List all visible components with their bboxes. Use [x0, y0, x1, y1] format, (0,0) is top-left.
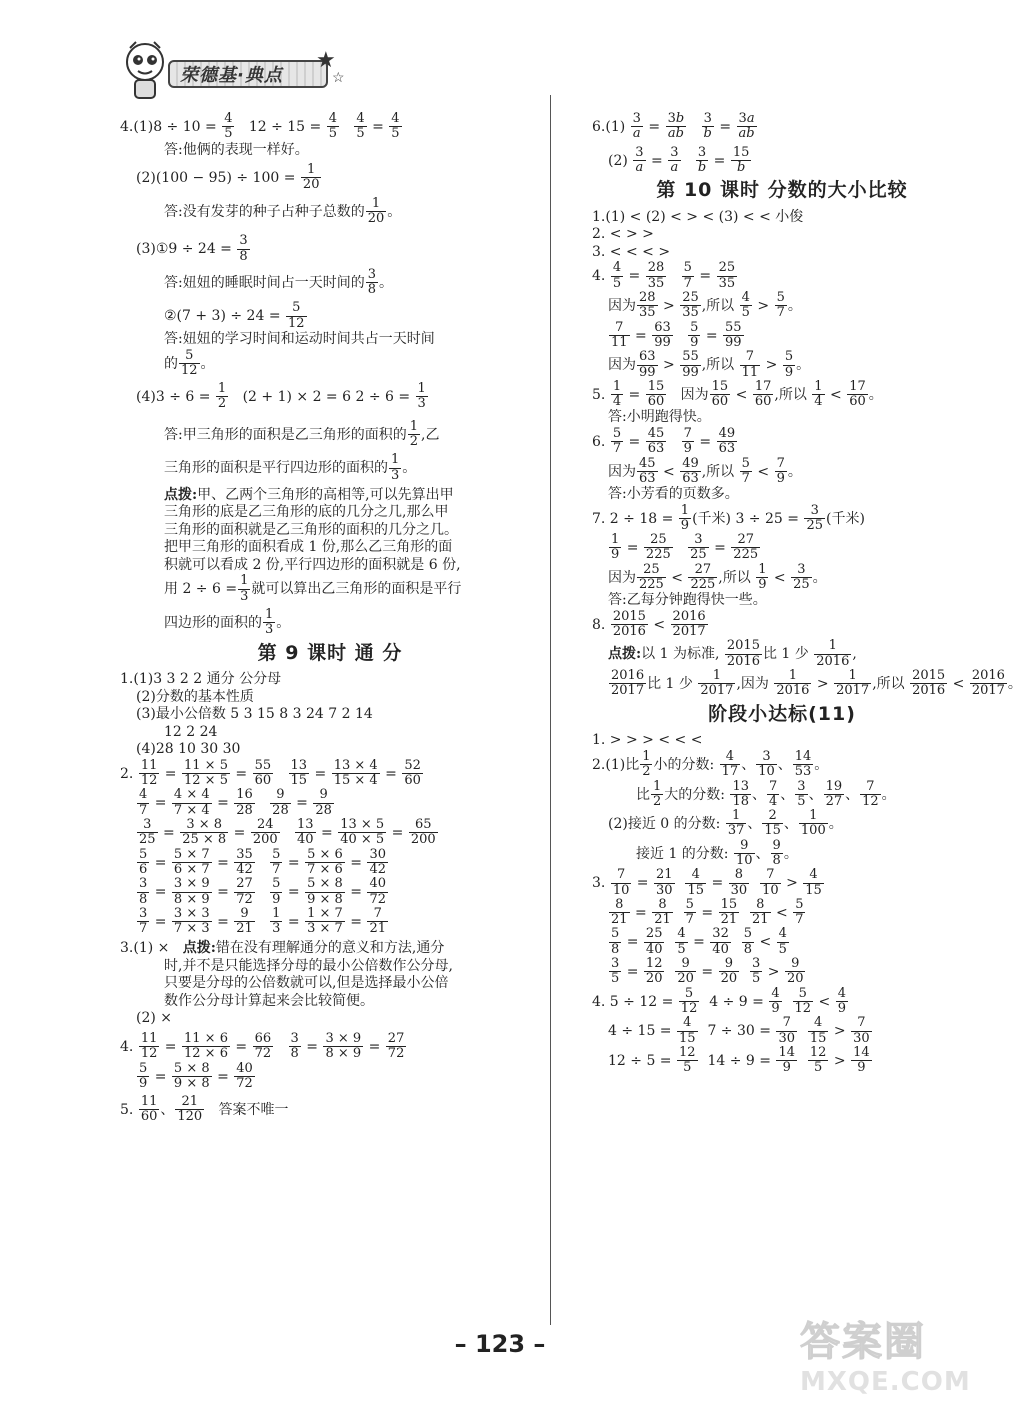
- answer-line: 三角形的面积是平行四边形的面积的 $\frac{1}{3}$ 。: [164, 452, 417, 483]
- tip-line: 四边形的面积的 $\frac{1}{3}$ 。: [164, 607, 291, 638]
- tip-line: 只要是分母的公倍数就可以,但是选择最小公倍: [164, 975, 449, 992]
- answer-line: 1.(1)3 3 2 2 通分 公分母: [120, 671, 282, 688]
- answer-line: $\frac{3}{7}$ = $\frac{3 \times 3}{7 \times 3}$ = $\frac{9}{21}$ $\frac{1}{3}$ = $\frac{1 \times 7}{3 \times 7}$ = $\frac{7}{21}$: [139, 905, 386, 937]
- answer-line: $\frac{3}{8}$ = $\frac{3 \times 9}{8 \times 9}$ = $\frac{27}{72}$ $\frac{5}{9}$ = $\frac{5 \times 8}{9 \times 8}$ = $\frac{40}{72}$: [139, 876, 386, 907]
- tip-line: 三角形的底是乙三角形的底的几分之几,那么甲: [164, 504, 449, 521]
- answer-line: 8. $\frac{2015}{2016}$ < $\frac{2016}{2017}$: [592, 608, 706, 640]
- answer-line: 1.(1) < (2) < > < (3) < < 小俊: [592, 208, 804, 225]
- answer-line: 4. $\frac{11}{12}$ = $\frac{11 \times 6}{12 \times 6}$ = $\frac{66}{72}$ $\frac{3}{8}$ = $\frac{3 \times 9}{8 \times 9}$ = $\frac{27}{72}$: [120, 1030, 405, 1062]
- answer-line: 答:妞妞的睡眠时间占一天时间的 $\frac{3}{8}$ 。: [164, 266, 393, 298]
- answer-line: 4. 5 ÷ 12 = $\frac{5}{12}$ 4 ÷ 9 = $\frac{4}{9}$ $\frac{5}{12}$ < $\frac{4}{9}$: [592, 985, 846, 1016]
- answer-line: (2) ×: [136, 1010, 173, 1027]
- left-column: [120, 112, 540, 1125]
- tip-line: 三角形的面积就是乙三角形的面积的几分之几。: [164, 521, 458, 538]
- answer-line: 12 ÷ 5 = $\frac{12}{5}$ 14 ÷ 9 = $\frac{14}{9}$ $\frac{12}{5}$ > $\frac{14}{9}$: [608, 1044, 870, 1076]
- answer-line: $\frac{3}{5}$ = $\frac{12}{20}$ $\frac{9}{20}$ = $\frac{9}{20}$ $\frac{3}{5}$ > $\frac{9}{20}$: [611, 956, 804, 987]
- answer-line: 3. < < < >: [592, 243, 671, 260]
- column-divider: [550, 95, 551, 1325]
- answer-line: (2)(100 − 95) ÷ 100 = $\frac{1}{20}$: [136, 162, 320, 193]
- answer-line: (2)分数的基本性质: [136, 688, 254, 705]
- header-brand: [120, 40, 350, 110]
- answer-line: $\frac{5}{9}$ = $\frac{5 \times 8}{9 \times 8}$ = $\frac{40}{72}$: [139, 1060, 253, 1091]
- watermark-logo: 答案圈: [800, 1319, 926, 1365]
- tip-line: 把甲三角形的面积看成 1 份,那么乙三角形的面: [164, 539, 453, 556]
- answer-line: $\frac{4}{7}$ = $\frac{4 \times 4}{7 \times 4}$ = $\frac{16}{28}$ $\frac{9}{28}$ = $\frac{9}{28}$: [139, 787, 332, 818]
- answer-line: 答:妞妞的学习时间和运动时间共占一天时间: [164, 331, 435, 348]
- answer-line: 12 2 24: [164, 723, 218, 740]
- star-icon: ★: [316, 48, 336, 73]
- answer-line: 答:小明跑得快。: [608, 409, 711, 426]
- tip-line: 点拨:甲、乙两个三角形的高相等,可以先算出甲: [164, 486, 454, 503]
- answer-line: 答:小芳看的页数多。: [608, 486, 739, 503]
- answer-line: 因为 $\frac{28}{35}$ > $\frac{25}{35}$ ,所以 $\frac{4}{5}$ > $\frac{5}{7}$ 。: [608, 290, 802, 321]
- tip-line: 积就可以看成 2 份,平行四边形的面积就是 6 份,: [164, 556, 461, 573]
- answer-line: $\frac{1}{9}$ = $\frac{25}{225}$ $\frac{3}{25}$ = $\frac{27}{225}$: [611, 532, 759, 563]
- answer-line: 5. $\frac{11}{60}$ 、 $\frac{21}{120}$ 答案不唯一: [120, 1094, 289, 1125]
- answer-line: 答:没有发芽的种子占种子总数的 $\frac{1}{20}$ 。: [164, 195, 402, 226]
- answer-line: (2)接近 0 的分数: $\frac{1}{37}$ 、 $\frac{2}{15}$ 、 $\frac{1}{100}$ 。: [608, 808, 843, 839]
- section-title: 第 10 课时 分数的大小比较: [656, 179, 908, 202]
- answer-line: 6.(1) $\frac{3}{a}$ = $\frac{3b}{ab}$ $\frac{3}{b}$ = $\frac{3a}{ab}$: [592, 111, 755, 142]
- watermark: [800, 1310, 990, 1400]
- answer-line: 答:甲三角形的面积是乙三角形的面积的 $\frac{1}{2}$ ,乙: [164, 418, 440, 450]
- answer-line: 3. $\frac{7}{10}$ = $\frac{21}{30}$ $\frac{4}{15}$ = $\frac{8}{30}$ $\frac{7}{10}$ > $\frac{4}{15}$: [592, 867, 822, 898]
- answer-line: 答:他俩的表现一样好。: [164, 141, 309, 158]
- page-number: – 123 –: [454, 1330, 546, 1358]
- tip-line: $\frac{2016}{2017}$ 比 1 少 $\frac{1}{2017}$ ,因为 $\frac{1}{2016}$ > $\frac{1}{2017}$ ,所以 $\frac{2015}{2016}$ < $\frac{2016}{2017}$ 。: [611, 668, 1022, 699]
- answer-line: 因为 $\frac{45}{63}$ < $\frac{49}{63}$ ,所以 $\frac{5}{7}$ < $\frac{7}{9}$ 。: [608, 455, 802, 486]
- section-title: 第 9 课时 通 分: [257, 641, 403, 664]
- answer-line: 2. $\frac{11}{12}$ = $\frac{11 \times 5}{12 \times 5}$ = $\frac{55}{60}$ $\frac{13}{15}$ = $\frac{13 \times 4}{15 \times 4}$ = $\frac{52}{60}$: [120, 757, 421, 789]
- answer-line: 2.(1)比 $\frac{1}{2}$ 小的分数: $\frac{4}{17}$ 、 $\frac{3}{10}$ 、 $\frac{14}{53}$ 。: [592, 748, 829, 780]
- answer-line: $\frac{8}{21}$ = $\frac{8}{21}$ $\frac{5}{7}$ = $\frac{15}{21}$ $\frac{8}{21}$ < $\frac{5}{7}$: [611, 896, 804, 928]
- answer-line: 答:乙每分钟跑得快一些。: [608, 592, 767, 609]
- tip-line: 时,并不是只能选择分母的最小公倍数作公分母,: [164, 957, 453, 974]
- answer-line: $\frac{7}{11}$ = $\frac{63}{99}$ $\frac{5}{9}$ = $\frac{55}{99}$: [611, 319, 742, 350]
- answer-line: 4 ÷ 15 = $\frac{4}{15}$ 7 ÷ 30 = $\frac{7}{30}$ $\frac{4}{15}$ > $\frac{7}{30}$: [608, 1015, 870, 1046]
- watermark-url: MXQE.COM: [800, 1367, 971, 1397]
- answer-line: 1. > > > < < <: [592, 732, 703, 749]
- answer-line: 6. $\frac{5}{7}$ = $\frac{45}{63}$ $\frac{7}{9}$ = $\frac{49}{63}$: [592, 425, 736, 457]
- answer-line: (4)28 10 30 30: [136, 741, 241, 758]
- answer-line: 2. < > >: [592, 226, 654, 243]
- answer-line: 4. $\frac{4}{5}$ = $\frac{28}{35}$ $\frac{5}{7}$ = $\frac{25}{35}$: [592, 260, 736, 291]
- answer-line: 接近 1 的分数: $\frac{9}{10}$ 、 $\frac{9}{8}$ 。: [636, 837, 798, 868]
- answer-line: 因为 $\frac{63}{99}$ > $\frac{55}{99}$ ,所以 $\frac{7}{11}$ > $\frac{5}{9}$ 。: [608, 349, 811, 380]
- answer-line: 比 $\frac{1}{2}$ 大的分数: $\frac{13}{18}$ 、 $\frac{7}{4}$ 、 $\frac{3}{5}$ 、 $\frac{19}{27}$ 、 $\frac{7}{12}$ 。: [636, 778, 896, 809]
- star-icon: ☆: [332, 70, 345, 86]
- answer-line: (3)最小公倍数 5 3 15 8 3 24 7 2 14: [136, 706, 373, 723]
- answer-line: $\frac{3}{25}$ = $\frac{3 \times 8}{25 \times 8}$ = $\frac{24}{200}$ $\frac{13}{40}$ = $\frac{13 \times 5}{40 \times 5}$ = $\frac{65}{200}$: [139, 817, 436, 848]
- answer-line: $\frac{5}{8}$ = $\frac{25}{40}$ $\frac{4}{5}$ = $\frac{32}{40}$ $\frac{5}{8}$ < $\frac{4}{5}$: [611, 926, 787, 957]
- answer-line: (2) $\frac{3}{a}$ = $\frac{3}{a}$ $\frac{3}{b}$ = $\frac{15}{b}$: [608, 144, 750, 175]
- mascot-icon: [120, 40, 170, 102]
- answer-line: ②(7 + 3) ÷ 24 = $\frac{5}{12}$: [164, 300, 305, 331]
- answer-line: 4.(1)8 ÷ 10 = $\frac{4}{5}$ 12 ÷ 15 = $\frac{4}{5}$ $\frac{4}{5}$ = $\frac{4}{5}$: [120, 111, 400, 142]
- answer-line: 7. 2 ÷ 18 = $\frac{1}{9}$ (千米) 3 ÷ 25 = $\frac{3}{25}$ (千米): [592, 502, 865, 533]
- right-column: [592, 111, 1022, 1076]
- answer-line: $\frac{5}{6}$ = $\frac{5 \times 7}{6 \times 7}$ = $\frac{35}{42}$ $\frac{5}{7}$ = $\frac{5 \times 6}{7 \times 6}$ = $\frac{30}{42}$: [139, 846, 386, 877]
- answer-line: 的 $\frac{5}{12}$ 。: [164, 347, 215, 378]
- answer-line: (3)①9 ÷ 24 = $\frac{3}{8}$: [136, 233, 248, 264]
- answer-line: 5. $\frac{1}{4}$ = $\frac{15}{60}$ 因为 $\frac{15}{60}$ < $\frac{17}{60}$ ,所以 $\frac{1}{4}$ < $\frac{17}{60}$ 。: [592, 378, 883, 410]
- brand-title: 荣德基·典点: [168, 60, 328, 88]
- tip-line: 点拨:以 1 为标准, $\frac{2015}{2016}$ 比 1 少 $\frac{1}{2016}$ ,: [608, 638, 857, 669]
- section-title: 阶段小达标(11): [708, 702, 856, 725]
- tip-line: 数作公分母计算起来会比较简便。: [164, 992, 374, 1009]
- answer-line: 3.(1) × 点拨:错在没有理解通分的意义和方法,通分: [120, 940, 445, 957]
- answer-line: (4)3 ÷ 6 = $\frac{1}{2}$ (2 + 1) × 2 = 6 2 ÷ 6 = $\frac{1}{3}$: [136, 381, 426, 412]
- answer-line: 因为 $\frac{25}{225}$ < $\frac{27}{225}$ ,所以 $\frac{1}{9}$ < $\frac{3}{25}$ 。: [608, 561, 827, 593]
- tip-line: 用 2 ÷ 6 = $\frac{1}{3}$ 就可以算出乙三角形的面积是平行: [164, 573, 462, 604]
